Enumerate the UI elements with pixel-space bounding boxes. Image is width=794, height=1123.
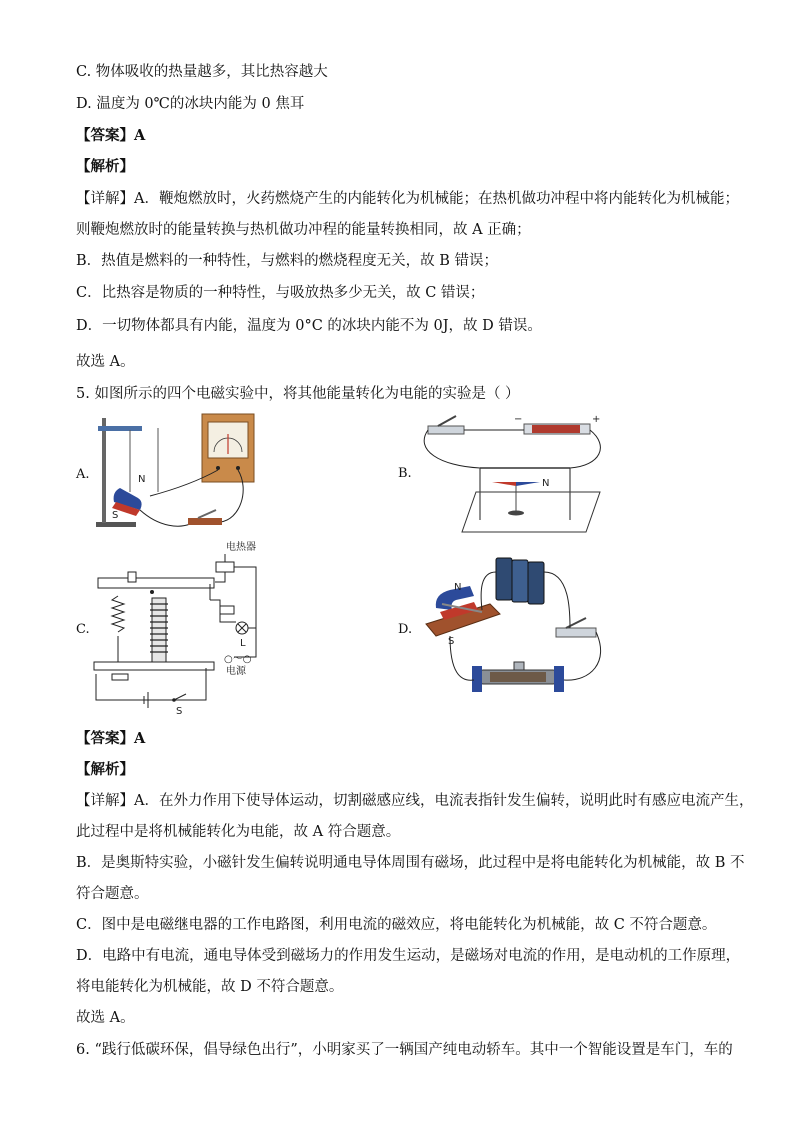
q5-stem: 5. 如图所示的四个电磁实验中，将其他能量转化为电能的实验是（ ）	[76, 386, 520, 402]
figure-label-b: B.	[398, 466, 412, 481]
knife-switch	[188, 518, 222, 525]
stand-pole	[102, 418, 106, 523]
figure-label-a: A.	[76, 467, 90, 482]
magnet-s-label: S	[448, 636, 455, 647]
q4-detail-d: D．一切物体都具有内能，温度为 0°C 的冰块内能不为 0J，故 D 错误。	[76, 318, 542, 334]
q4-conclusion: 故选 A。	[76, 354, 135, 370]
power-source-symbol: ○～○	[224, 654, 252, 665]
compass-needle	[492, 482, 516, 486]
figure-a-induction-experiment	[90, 410, 270, 535]
figure-label-c: C.	[76, 622, 90, 637]
q5-detail-c: C．图中是电磁继电器的工作电路图，利用电流的磁效应，将电能转化为机械能，故 C 不符合题意。	[76, 917, 717, 933]
option-c: C. 物体吸收的热量越多，其比热容越大	[76, 64, 328, 80]
figure-d-motor-experiment	[420, 552, 620, 702]
magnet-s-label: S	[112, 510, 119, 521]
q4-analysis-title: 【解析】	[76, 158, 134, 175]
figure-c-relay-circuit	[92, 540, 272, 715]
q4-answer: 【答案】A	[76, 127, 146, 144]
q5-analysis-title: 【解析】	[76, 761, 134, 778]
control-switch-label: S	[176, 706, 183, 717]
figure-label-d: D.	[398, 622, 413, 637]
battery-plus-label: +	[592, 414, 601, 425]
power-source-label: 电源	[226, 666, 246, 677]
q4-detail-2: 则鞭炮燃放时的能量转换与热机做功冲程的能量转换相同，故 A 正确；	[76, 222, 531, 238]
figure-b-oersted-experiment	[420, 410, 620, 535]
q5-detail-d1: D．电路中有电流，通电导体受到磁场力的作用发生运动，是磁场对电流的作用，是电动机的工作原理，	[76, 948, 741, 964]
q4-detail-b: B．热值是燃料的一种特性，与燃料的燃烧程度无关，故 B 错误；	[76, 253, 499, 269]
q4-detail-c: C．比热容是物质的一种特性，与吸放热多少无关，故 C 错误；	[76, 285, 485, 301]
q5-conclusion: 故选 A。	[76, 1010, 135, 1026]
magnet-n-label: N	[138, 474, 146, 485]
stand-arm	[98, 426, 142, 431]
q5-detail-b1: B．是奥斯特实验，小磁针发生偏转说明通电导体周围有磁场，此过程中是将电能转化为机械能，故 B 不	[76, 855, 745, 871]
knife-switch	[428, 426, 464, 434]
q5-detail-a1: 【详解】A．在外力作用下使导体运动，切割磁感应线，电流表指针发生偏转，说明此时有感应电流产生，	[76, 793, 754, 809]
heater-label: 电热器	[226, 542, 256, 553]
q5-answer: 【答案】A	[76, 730, 146, 747]
q6-stem: 6. “践行低碳环保，倡导绿色出行”，小明家买了一辆国产纯电动轿车。其中一个智能设置是车门，车的	[76, 1042, 733, 1058]
option-d: D. 温度为 0℃的冰块内能为 0 焦耳	[76, 96, 305, 112]
q5-detail-d2: 将电能转化为机械能，故 D 不符合题意。	[76, 979, 344, 995]
q4-detail-1: 【详解】A．鞭炮燃放时，火药燃烧产生的内能转化为机械能；在热机做功冲程中将内能转化为机械能；	[76, 191, 739, 207]
q5-detail-a2: 此过程中是将机械能转化为电能，故 A 符合题意。	[76, 824, 401, 840]
heater	[216, 562, 234, 572]
relay-armature	[98, 578, 214, 588]
relay-spring	[112, 596, 124, 632]
lamp-label: L	[240, 638, 246, 649]
paper-board	[462, 492, 600, 532]
battery-minus-label: −	[514, 414, 523, 425]
q5-detail-b2: 符合题意。	[76, 886, 149, 902]
knife-switch	[556, 628, 596, 637]
battery-pack	[496, 558, 512, 600]
needle-n-label: N	[542, 478, 550, 489]
magnet-n-label: N	[454, 582, 462, 593]
